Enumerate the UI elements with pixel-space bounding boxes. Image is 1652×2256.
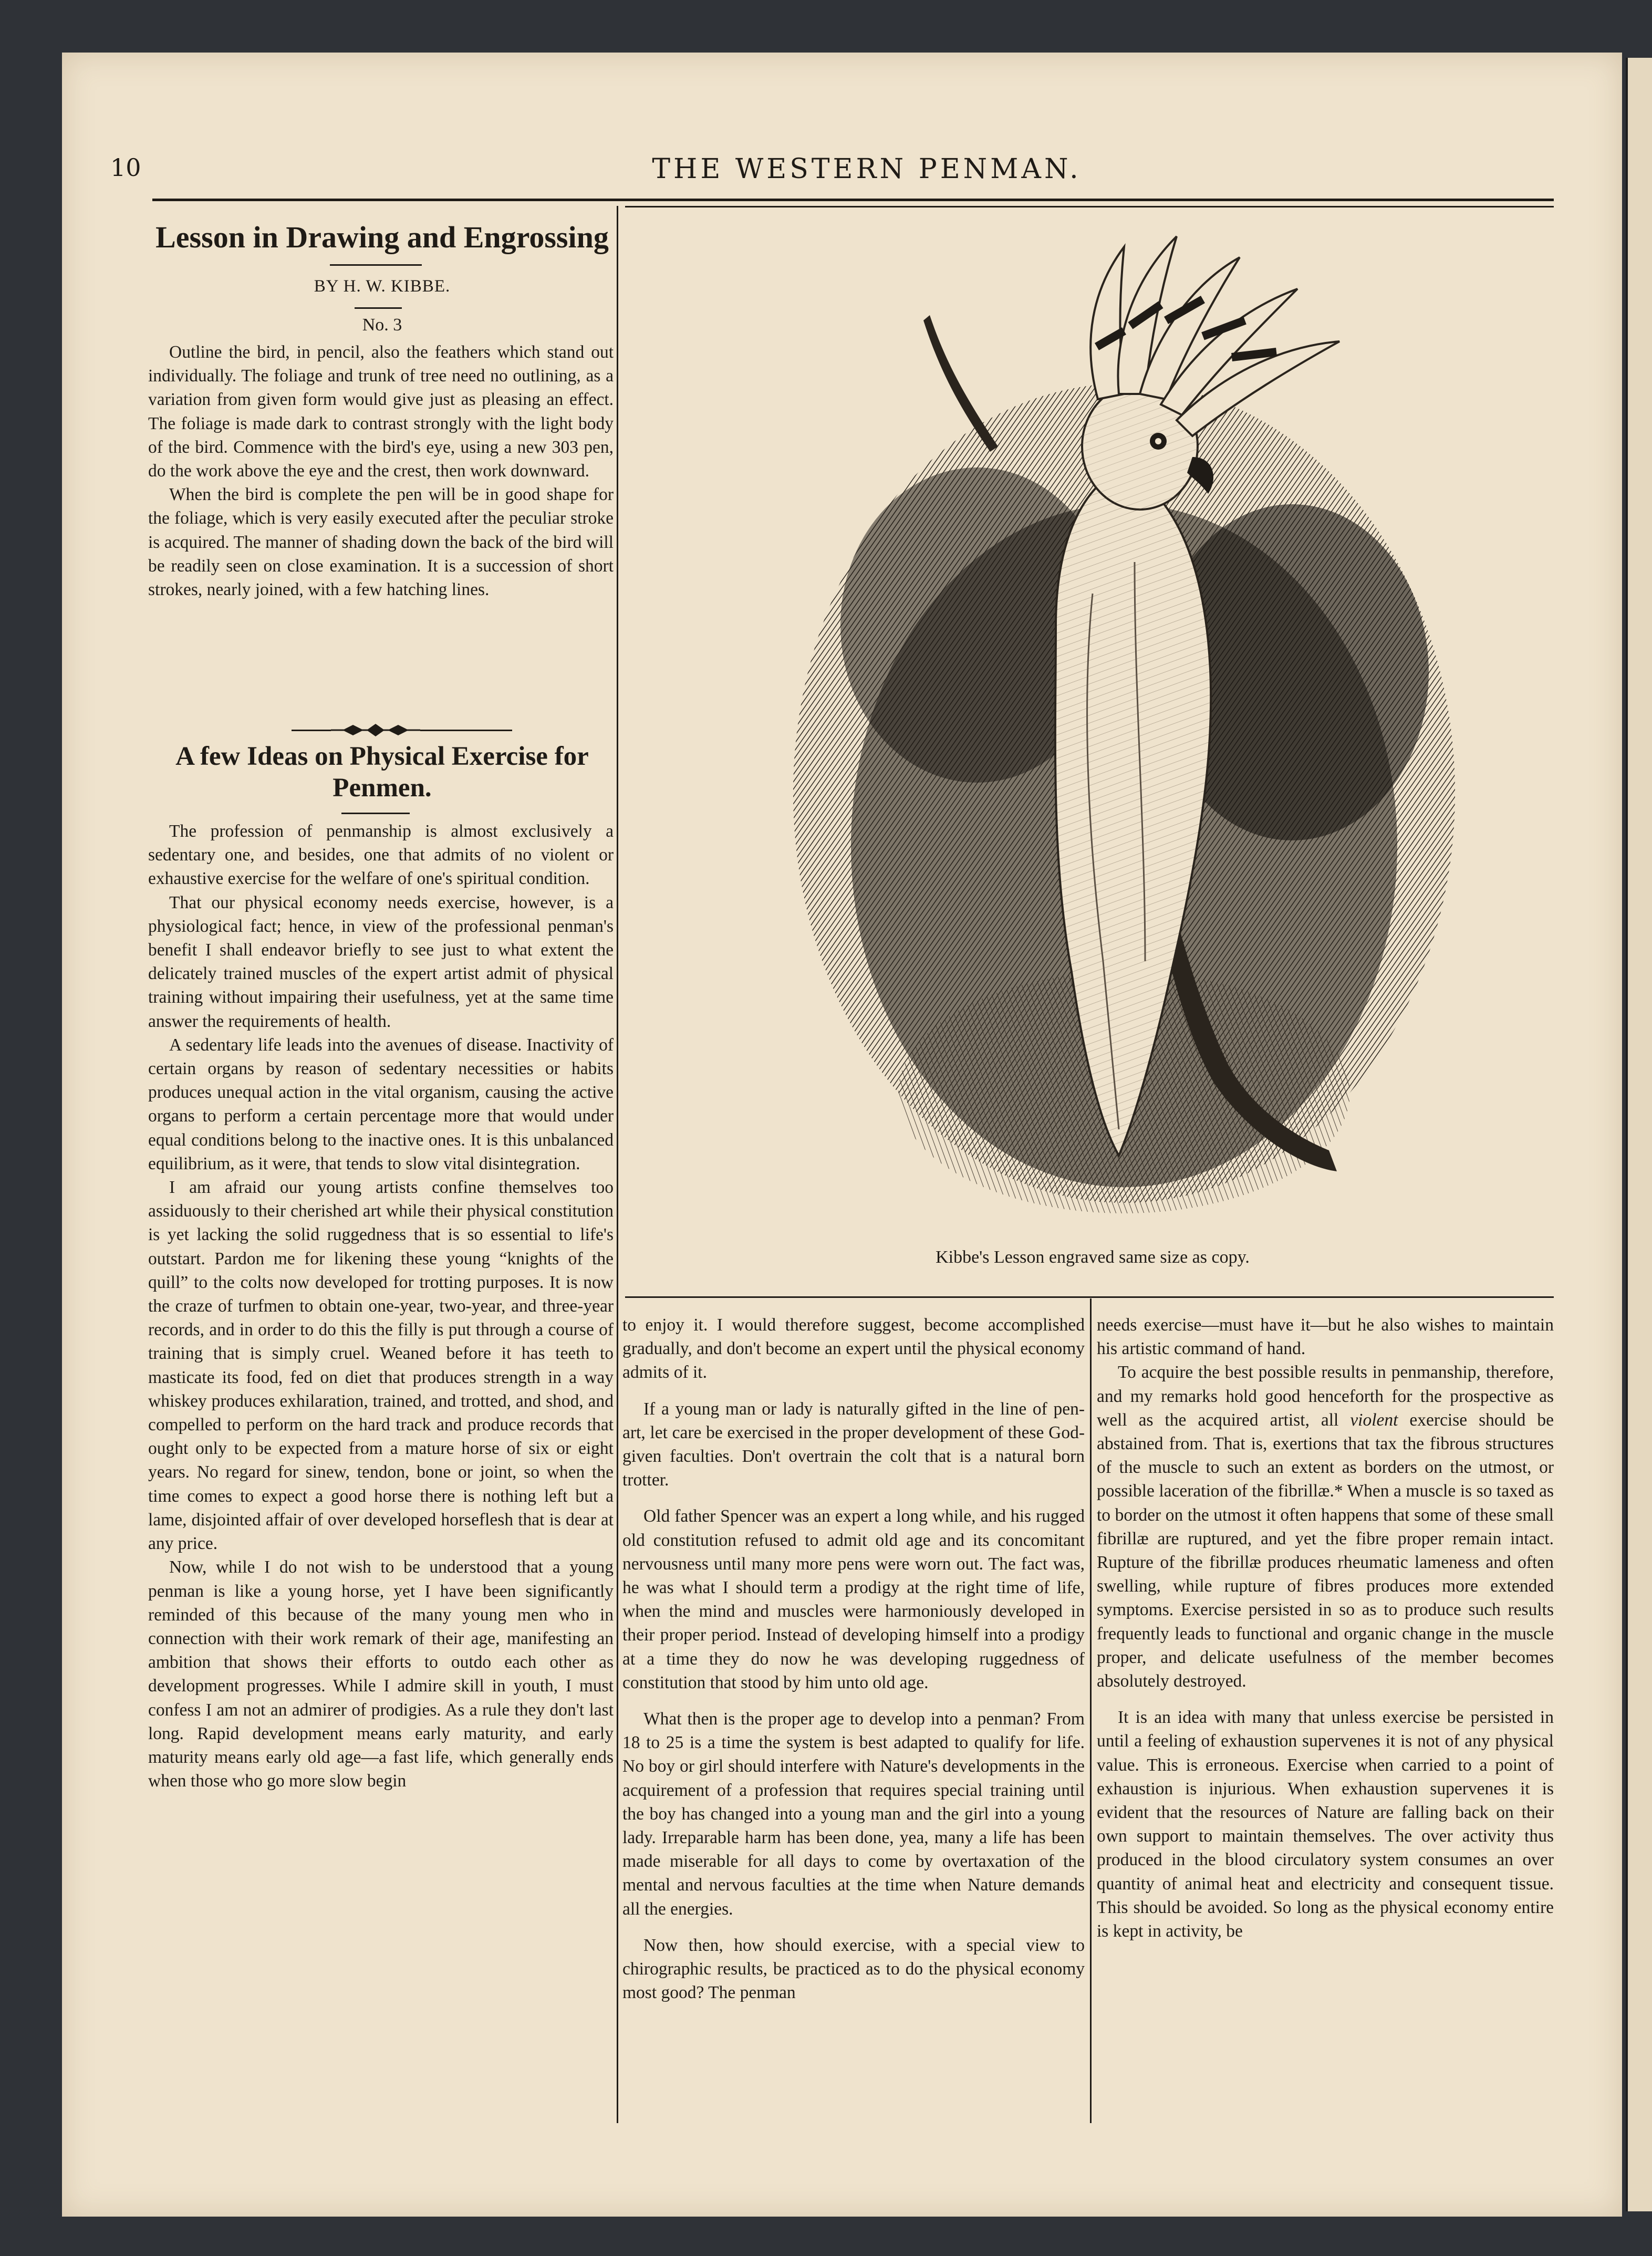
masthead-rule-secondary [625, 206, 1554, 207]
lesson-title: Lesson in Drawing and Engrossing [155, 220, 609, 254]
article-paragraph: to enjoy it. I would therefore suggest, become accomplished gradually, and don't become an expert until the physical economy admits of it. [622, 1315, 1085, 1382]
article-paragraph [1097, 1360, 1554, 1693]
article-paragraph: needs exercise—must have it—but he also wishes to maintain his artistic command of hand. [1097, 1315, 1554, 1359]
article-paragraph: A sedentary life leads into the avenues of disease. Inactivity of certain organs by reason of sedentary necessities or habits produces unequal action in the vital organism, causing the active organs to perform a certain percentage more that would under equal conditions belong to the inactive ones. It is this unbalanced equilibrium, as it were, that tends to slow vital disintegration. [148, 1035, 614, 1173]
article-paragraph: If a young man or lady is naturally gifted in the line of pen-art, let care be exercised in the proper development of these God-given faculties. Don't overtrain the colt that is a natural born trotter. [622, 1399, 1085, 1490]
lesson-paragraph: When the bird is complete the pen will be in good shape for the foliage, which is very easily executed after the peculiar stroke is acquired. The manner of shading down the back of the bird will be readily seen on close examination. It is a succession of short strokes, nearly joined, with a few hatching lines. [148, 485, 614, 600]
lesson-number: No. 3 [362, 315, 402, 335]
emphasis-text: violent [1350, 1410, 1398, 1430]
text-run: To acquire the best possible results in penmanship, therefore, and my remarks hold good henceforth for the prospective as well as the acquired artist, all [1097, 1363, 1554, 1430]
physical-exercise-column-2 [622, 1313, 1085, 2004]
masthead: THE WESTERN PENMAN. [652, 153, 1082, 185]
text-run: exercise should be abstained from. That is, exertions that tax the fibrous structures of the muscle to such an extent as borders on the utmost, or possible laceration of the fibrillæ.* When a muscle is so taxed as to border on the utmost it often happens that some of these small fibrillæ are ruptured, and yet the fibre proper remain intact. Rupture of the fibrillæ produces rheumatic lameness and often swelling, while rupture of fibres produces more extended symptoms. Exercise persisted in so as to produce such results frequently leads to functional and organic change in the muscle proper, and delicate usefulness of the member becomes absolutely destroyed. [1097, 1410, 1554, 1691]
page-number: 10 [110, 153, 141, 182]
cockatoo-engraving [756, 226, 1476, 1250]
article-paragraph: Now, while I do not wish to be understood that a young penman is like a young horse, yet I have been significantly reminded of this because of the many young men who in connection with their work remark of their age, manifesting an ambition that shows their efforts to outdo each other as development progresses. While I admire skill in youth, I must confess I am not an admirer of prodigies. As a rule they don't last long. Rapid development means early maturity, and early maturity means early old age—a fast life, which generally ends when those who go more slow begin [148, 1557, 614, 1791]
figure-caption: Kibbe's Lesson engraved same size as copy. [936, 1247, 1250, 1267]
ornament-divider-icon [331, 721, 420, 740]
article-paragraph: I am afraid our young artists confine themselves too assiduously to their cherished art while their physical constitution is yet lacking the solid ruggedness that is so essential to life's outstart. Pardon me for likening these young “knights of the quill” to the colts now developed for trotting purposes. It is now the craze of turfmen to obtain one-year, two-year, and three-year records, and in order to do this the filly is put through a course of training that is simply cruel. Weaned before it has teeth to masticate its food, fed on diet that produces strength in a way whiskey produces exhilaration, trained, and trotted, and shod, and compelled to perform on the hard track and produce records that ought only to be expected from a mature horse of six or eight years. No regard for sinew, tendon, bone or joint, so when the time comes to expect a good horse there is nothing left but a lame, disjointed affair of over developed horseflesh that is dear at any price. [148, 1178, 614, 1554]
byline-underline [355, 307, 402, 309]
figure-bottom-rule [625, 1296, 1554, 1298]
article-paragraph: What then is the proper age to develop into a penman? From 18 to 25 is a time the system is best adapted to qualify for life. No boy or girl should interfere with Nature's developments in the acquirement of a profession that requires special training until the boy has changed into a young man and the girl into a young lady. Irreparable harm has been done, yea, many a life has been made miserable for all days to come by overtaxation of the mental and nervous faculties at the time when Nature demands all the energies. [622, 1709, 1085, 1919]
article-paragraph: Now then, how should exercise, with a special view to chirographic results, be practiced as to do the physical economy most good? The penman [622, 1935, 1085, 2003]
physical-exercise-title: A few Ideas on Physical Exercise for Penmen. [175, 742, 589, 803]
article-paragraph: Old father Spencer was an expert a long while, and his rugged old constitution refused to admit old age and its concomitant nervousness until many more pens were worn out. The fact was, he was what I should term a prodigy at the right time of life, when the mind and muscles were harmoniously developed in their proper period. Instead of developing himself into a prodigy at a time they do now he was developing ruggedness of constitution that stood by him unto old age. [622, 1506, 1085, 1692]
lesson-paragraph: Outline the bird, in pencil, also the feathers which stand out individually. The foliage and trunk of tree need no outlining, as a variation from given form would give just as pleasing an effect. The foliage is made dark to contrast strongly with the light body of the bird. Commence with the bird's eye, using a new 303 pen, do the work above the eye and the crest, then work downward. [148, 342, 614, 481]
title-underline [330, 264, 422, 266]
physical-exercise-column-3 [1097, 1313, 1554, 1943]
adjacent-page-edge [1626, 58, 1652, 2211]
column-divider [617, 206, 618, 2123]
lesson-body [148, 340, 614, 601]
article-paragraph: The profession of penmanship is almost exclusively a sedentary one, and besides, one that admits of no violent or exhaustive exercise for the welfare of one's spiritual condition. [148, 822, 614, 889]
article-paragraph: That our physical economy needs exercise, however, is a physiological fact; hence, in view of the professional penman's benefit I shall endeavor briefly to see just to what extent the delicately trained muscles of the expert artist admit of physical training without impairing their usefulness, yet at the same time answer the requirements of health. [148, 892, 614, 1031]
lesson-byline: BY H. W. KIBBE. [314, 277, 451, 296]
physical-exercise-column-1 [148, 819, 614, 1793]
column-divider-lower [1090, 1298, 1092, 2123]
title-underline [341, 813, 410, 814]
masthead-rule [152, 199, 1554, 201]
article-paragraph: It is an idea with many that unless exercise be persisted in until a feeling of exhaustion supervenes it is not of any physical value. This is erroneous. Exercise when carried to a point of exhaustion is injurious. When exhaustion supervenes it is evident that the resources of Nature are falling back on their own support to maintain themselves. The over activity thus produced in the blood circulatory system consumes an over quantity of animal heat and electricity and consequent tissue. This should be avoided. So long as the physical economy entire is kept in activity, be [1097, 1708, 1554, 1941]
